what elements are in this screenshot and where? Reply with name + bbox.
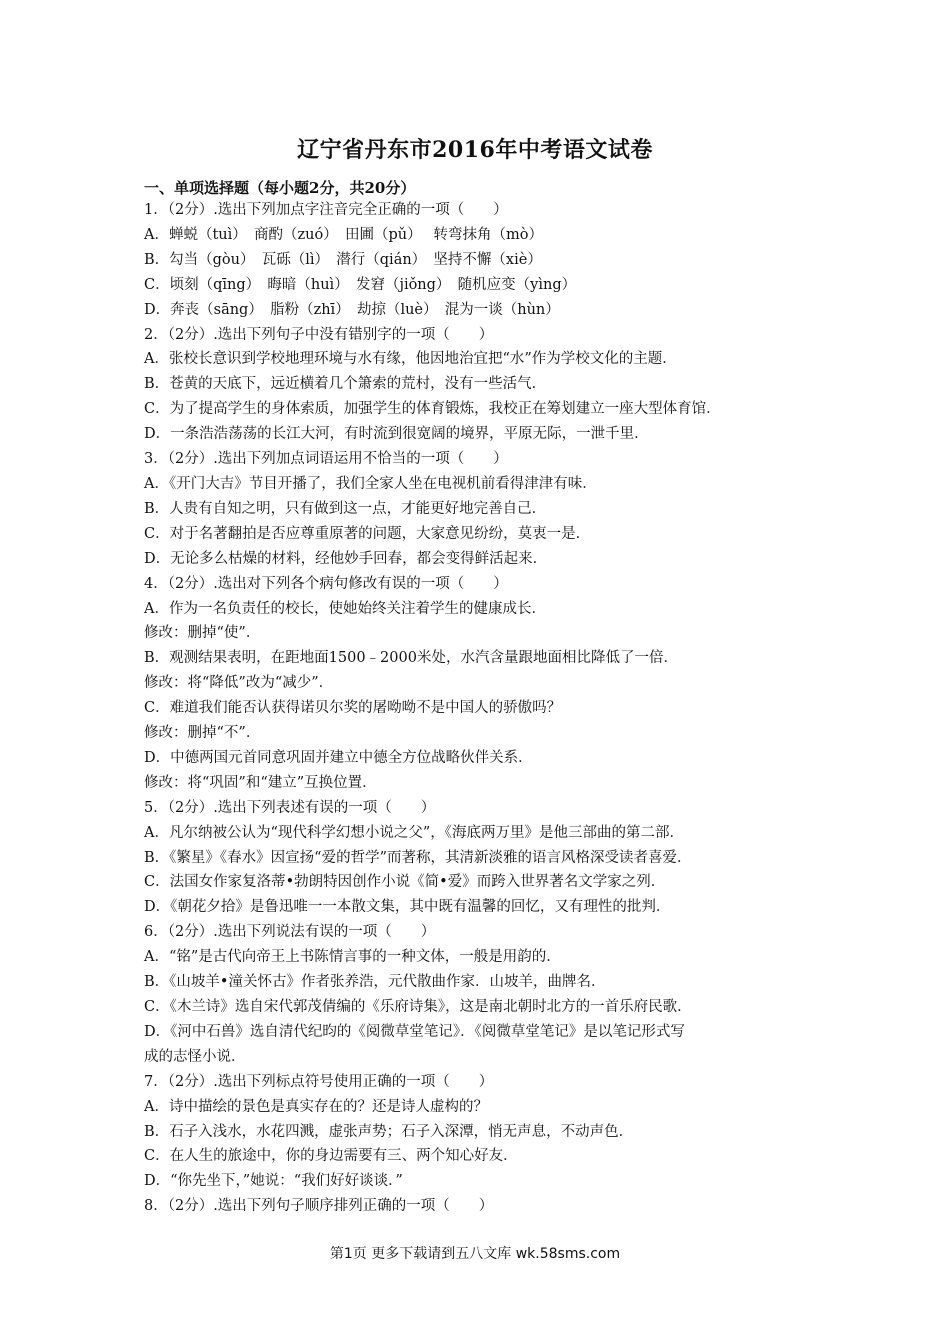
document-line: A．张校长意识到学校地理环境与水有缘，他因地治宜把“水”作为学校文化的主题． [144, 351, 677, 368]
document-body [144, 198, 814, 1219]
document-line: D．中德两国元首同意巩固并建立中德全方位战略伙伴关系． [144, 749, 533, 766]
document-line: 修改：将“降低”改为“减少”． [144, 675, 334, 692]
document-line: D．无论多么枯燥的材料，经他妙手回春，都会变得鲜活起来． [144, 550, 548, 567]
document-line: 5．（2分）.选出下列表述有误的一项（ ） [144, 799, 436, 816]
document-line: A．诗中描绘的景色是真实存在的？还是诗人虚构的？ [144, 1098, 488, 1115]
document-line: C．《木兰诗》选自宋代郭茂倩编的《乐府诗集》，这是南北朝时北方的一首乐府民歌． [144, 999, 692, 1015]
document-line: B．《山坡羊•潼关怀古》作者张养浩，元代散曲作家．山坡羊，曲牌名． [144, 974, 606, 991]
document-line: A．凡尔纳被公认为“现代科学幻想小说之父”，《海底两万里》是他三部曲的第二部． [144, 824, 685, 841]
document-line: B．勾当（gòu） 瓦砾（lì） 潜行（qián） 坚持不懈（xiè） [144, 251, 542, 268]
document-line: B．人贵有自知之明，只有做到这一点，才能更好地完善自己． [144, 500, 547, 517]
document-line: 3．（2分）.选出下列加点词语运用不恰当的一项（ ） [144, 451, 508, 468]
document-line: C．法国女作家复洛蒂•勃朗特因创作小说《简•爱》而跨入世界著名文学家之列． [144, 874, 666, 891]
document-line: C．在人生的旅途中，你的身边需要有三、两个知心好友． [144, 1148, 518, 1165]
document-line: D．奔丧（sāng） 脂粉（zhī） 劫掠（luè） 混为一谈（hùn） [144, 301, 560, 318]
document-line: 修改：删掉“使”． [144, 625, 261, 642]
document-line: C．难道我们能否认获得诺贝尔奖的屠呦呦不是中国人的骄傲吗？ [144, 700, 562, 717]
document-line: B．苍黄的天底下，远近横着几个箫索的荒村，没有一些活气． [144, 376, 547, 393]
document-line: B．石子入浅水，水花四溅，虚张声势；石子入深潭，悄无声息，不动声色． [144, 1123, 634, 1140]
document-line: C．顷刻（qīng） 晦暗（huì） 发窘（jiǒng） 随机应变（yìng） [144, 276, 577, 293]
document-line: B．观测结果表明，在距地面1500﹣2000米处，水汽含量跟地面相比降低了一倍． [144, 650, 678, 667]
document-line: A．作为一名负责任的校长，使她始终关注着学生的健康成长． [144, 600, 546, 617]
document-line: D．《河中石兽》选自清代纪昀的《阅微草堂笔记》．《阅微草堂笔记》是以笔记形式写 [144, 1023, 685, 1040]
document-line: D．《朝花夕拾》是鲁迅唯一一本散文集，其中既有温馨的回忆，又有理性的批判． [144, 899, 671, 916]
document-line: 4．（2分）.选出对下列各个病句修改有误的一项（ ） [144, 575, 508, 592]
document-line: 修改：删掉“不”． [144, 725, 261, 742]
document-line: D．“你先坐下，”她说：“我们好好谈谈．” [144, 1173, 403, 1190]
document-line: 成的志怪小说． [144, 1048, 246, 1065]
document-line: 1．（2分）.选出下列加点字注音完全正确的一项（ ） [144, 202, 508, 218]
document-line: 7．（2分）.选出下列标点符号使用正确的一项（ ） [144, 1073, 494, 1090]
document-line: 修改：将“巩固”和“建立”互换位置． [144, 774, 377, 791]
document-line: 6．（2分）.选出下列说法有误的一项（ ） [144, 924, 436, 941]
document-line: C．为了提高学生的身体索质，加强学生的体育锻炼，我校正在筹划建立一座大型体育馆． [144, 401, 721, 418]
document-line: B．《繁星》《春水》因宣扬“爱的哲学”而著称，其清新淡雅的语言风格深受读者喜爱． [144, 849, 692, 866]
document-line: 2．（2分）.选出下列句子中没有错别字的一项（ ） [144, 326, 494, 343]
page-footer: 第1页 更多下载请到五八文库 wk.58sms.com [329, 1246, 621, 1262]
document-line: 8．（2分）.选出下列句子顺序排列正确的一项（ ） [144, 1198, 494, 1215]
document-line: A．《开门大吉》节目开播了，我们全家人坐在电视机前看得津津有味． [144, 475, 597, 492]
document-line: A．“铭”是古代向帝王上书陈情言事的一种文体，一般是用韵的． [144, 949, 561, 966]
section-heading: 一、单项选择题（每小题2分，共20分） [144, 179, 416, 197]
document-line: C．对于名著翻拍是否应尊重原著的问题，大家意见纷纷，莫衷一是． [144, 525, 591, 542]
document-line: A．蝉蜕（tuì） 商酌（zuó） 田圃（pǔ） 转弯抹角（mò） [144, 226, 543, 243]
page-title: 辽宁省丹东市2016年中考语文试卷 [297, 137, 653, 163]
document-line: D．一条浩浩荡荡的长江大河，有时流到很宽阔的境界，平原无际，一泄千里． [144, 426, 649, 443]
